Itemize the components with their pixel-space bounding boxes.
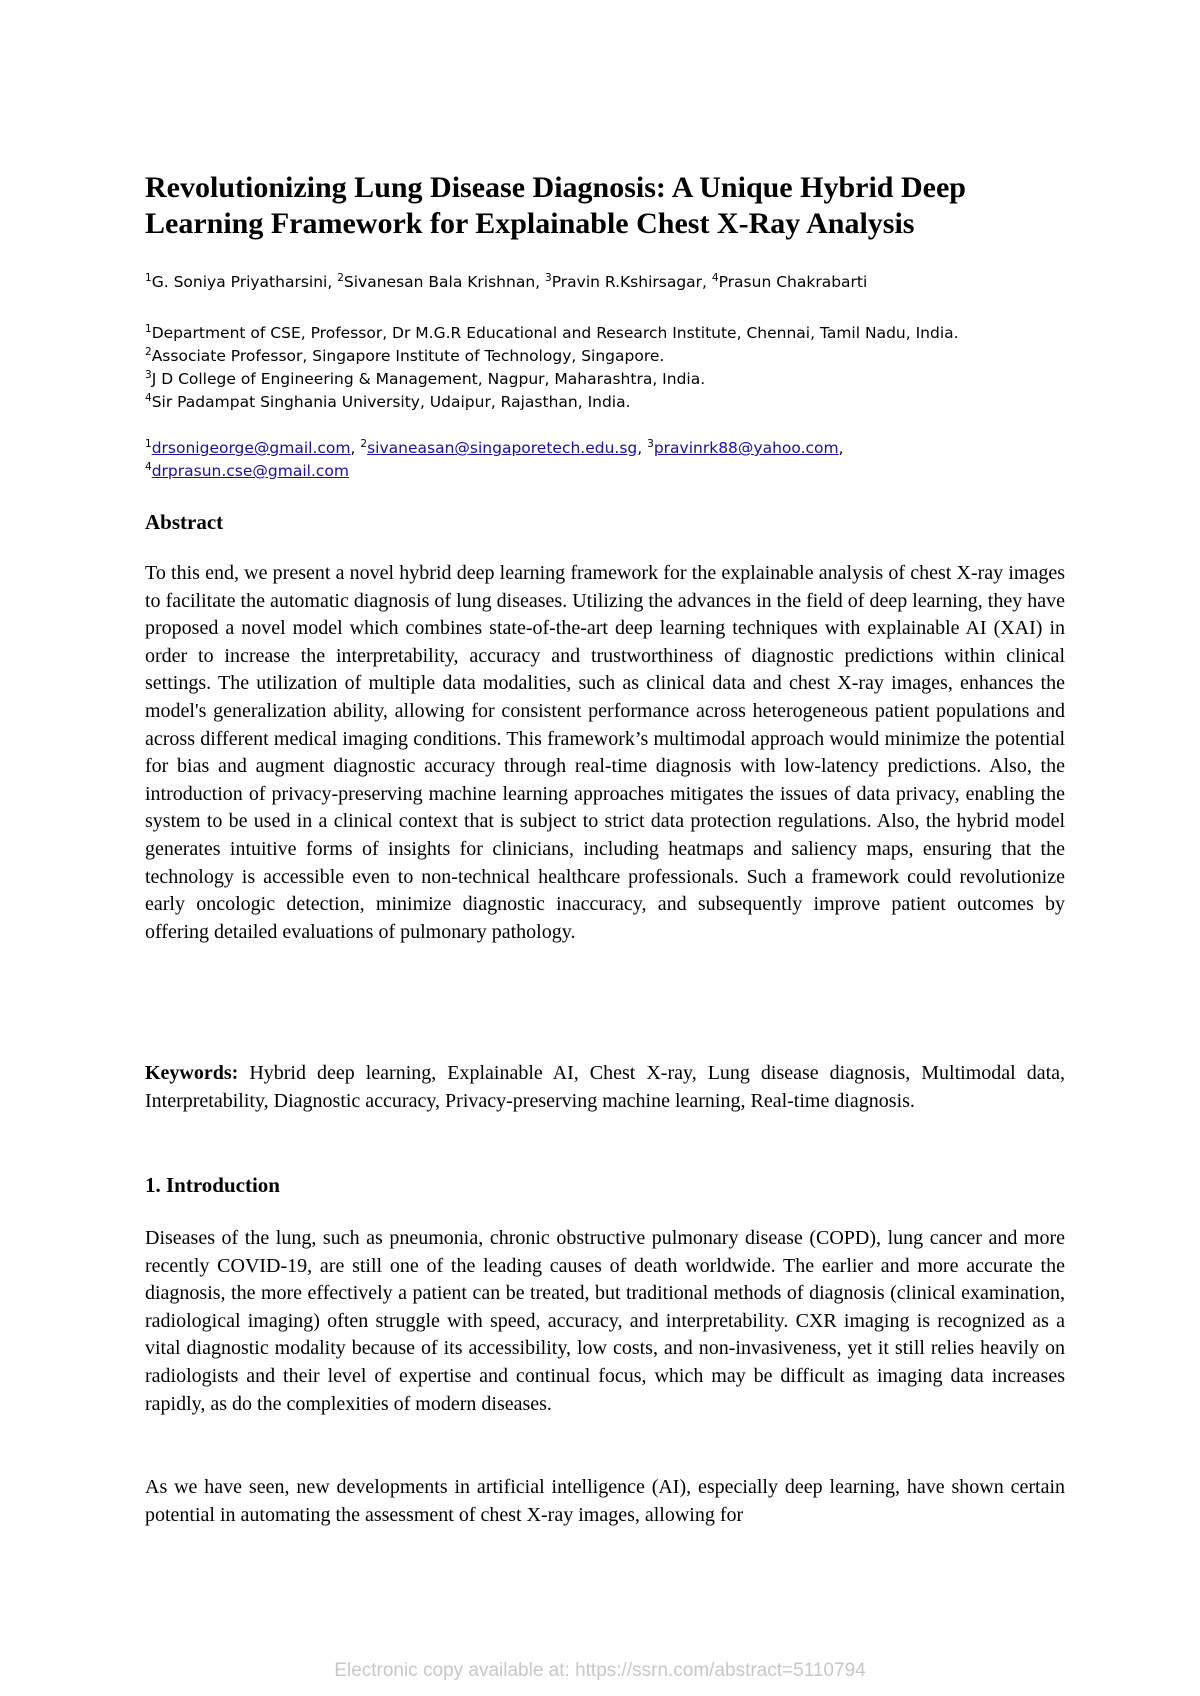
affiliation: $^4$Sir Padampat Singhania University, Udaipur, Rajasthan, India. [145, 391, 631, 411]
ssrn-footer: Electronic copy available at: https://ssrn.com/abstract=5110794 [334, 1660, 866, 1681]
affiliation-list [145, 322, 1075, 414]
affiliation: $^3$J D College of Engineering & Management, Nagpur, Maharashtra, India. [145, 368, 706, 388]
author: $^2$Sivanesan Bala Krishnan, [337, 271, 545, 291]
introduction-paragraph: Diseases of the lung, such as pneumonia, chronic obstructive pulmonary disease (COPD), lung cancer and more recently COVID-19, are still one of the leading causes of death worldwide. The earlier and more accurate the diagnosis, the more effectively a patient can be treated, but traditional methods of diagnosis (clinical examination, radiological imaging) often struggle with speed, accuracy, and interpretability. CXR imaging is recognized as a vital diagnostic modality because of its accessibility, low costs, and non-invasiveness, yet it still relies heavily on radiologists and their level of expertise and continual focus, which may be difficult as imaging data increases rapidly, as do the complexities of modern diseases. [145, 1227, 1065, 1415]
author: $^3$Pravin R.Kshirsagar, [545, 271, 712, 291]
keywords-label: Keywords: [145, 1062, 239, 1084]
introduction-paragraph: As we have seen, new developments in artificial intelligence (AI), especially deep learning, have shown certain potential in automating the assessment of chest X-ray images, allowing for [145, 1476, 1065, 1526]
email-entry: $^2$sivaneasan@singaporetech.edu.sg, [360, 437, 648, 457]
affiliation: $^2$Associate Professor, Singapore Institute of Technology, Singapore. [145, 345, 665, 365]
author: $^1$G. Soniya Priyatharsini, [145, 271, 338, 291]
abstract-body: To this end, we present a novel hybrid deep learning framework for the explainable analysis of chest X-ray images to facilitate the automatic diagnosis of lung diseases. Utilizing the advances in the field of deep learning, they have proposed a novel model which combines state-of-the-art deep learning techniques with explainable AI (XAI) in order to increase the interpretability, accuracy and trustworthiness of diagnostic predictions within clinical settings. The utilization of multiple data modalities, such as clinical data and chest X-ray images, enhances the model's generalization ability, allowing for consistent performance across heterogeneous patient populations and across different medical imaging conditions. This framework’s multimodal approach would minimize the potential for bias and augment diagnostic accuracy through real-time diagnosis with low-latency predictions. Also, the introduction of privacy-preserving machine learning approaches mitigates the issues of data privacy, enabling the system to be used in a clinical context that is subject to strict data protection regulations. Also, the hybrid model generates intuitive forms of insights for clinicians, including heatmaps and saliency maps, ensuring that the technology is accessible even to non-technical healthcare professionals. Such a framework could revolutionize early oncologic detection, minimize diagnostic inaccuracy, and subsequently improve patient outcomes by offering detailed evaluations of pulmonary pathology. [145, 562, 1065, 943]
affiliation: $^1$Department of CSE, Professor, Dr M.G.R Educational and Research Institute, Chennai, Tamil Nadu, India. [145, 322, 959, 342]
author-list [145, 272, 1075, 292]
email-entry: $^1$drsonigeorge@gmail.com, [145, 437, 361, 457]
email-list [145, 437, 1075, 483]
keywords-text: Hybrid deep learning, Explainable AI, Chest X-ray, Lung disease diagnosis, Multimodal data, Interpretability, Diagnostic accuracy, Privacy-preserving machine learning, Real-time diagnosis. [145, 1062, 1065, 1112]
email-link[interactable]: drprasun.cse@gmail.com [151, 462, 349, 480]
email-entry: $^4$drprasun.cse@gmail.com [145, 460, 349, 480]
abstract-heading: Abstract [145, 510, 224, 534]
keywords [145, 1060, 1065, 1115]
paper-title: Revolutionizing Lung Disease Diagnosis: A Unique Hybrid Deep Learning Framework for Explainable Chest X-Ray Analysis [145, 171, 966, 240]
email-link[interactable]: pravinrk88@yahoo.com [653, 439, 839, 457]
email-entry: $^3$pravinrk88@yahoo.com, [647, 437, 844, 457]
email-link[interactable]: sivaneasan@singaporetech.edu.sg [367, 439, 638, 457]
author: $^4$Prasun Chakrabarti [711, 271, 868, 291]
introduction-heading: 1. Introduction [145, 1173, 280, 1197]
email-link[interactable]: drsonigeorge@gmail.com [151, 439, 351, 457]
